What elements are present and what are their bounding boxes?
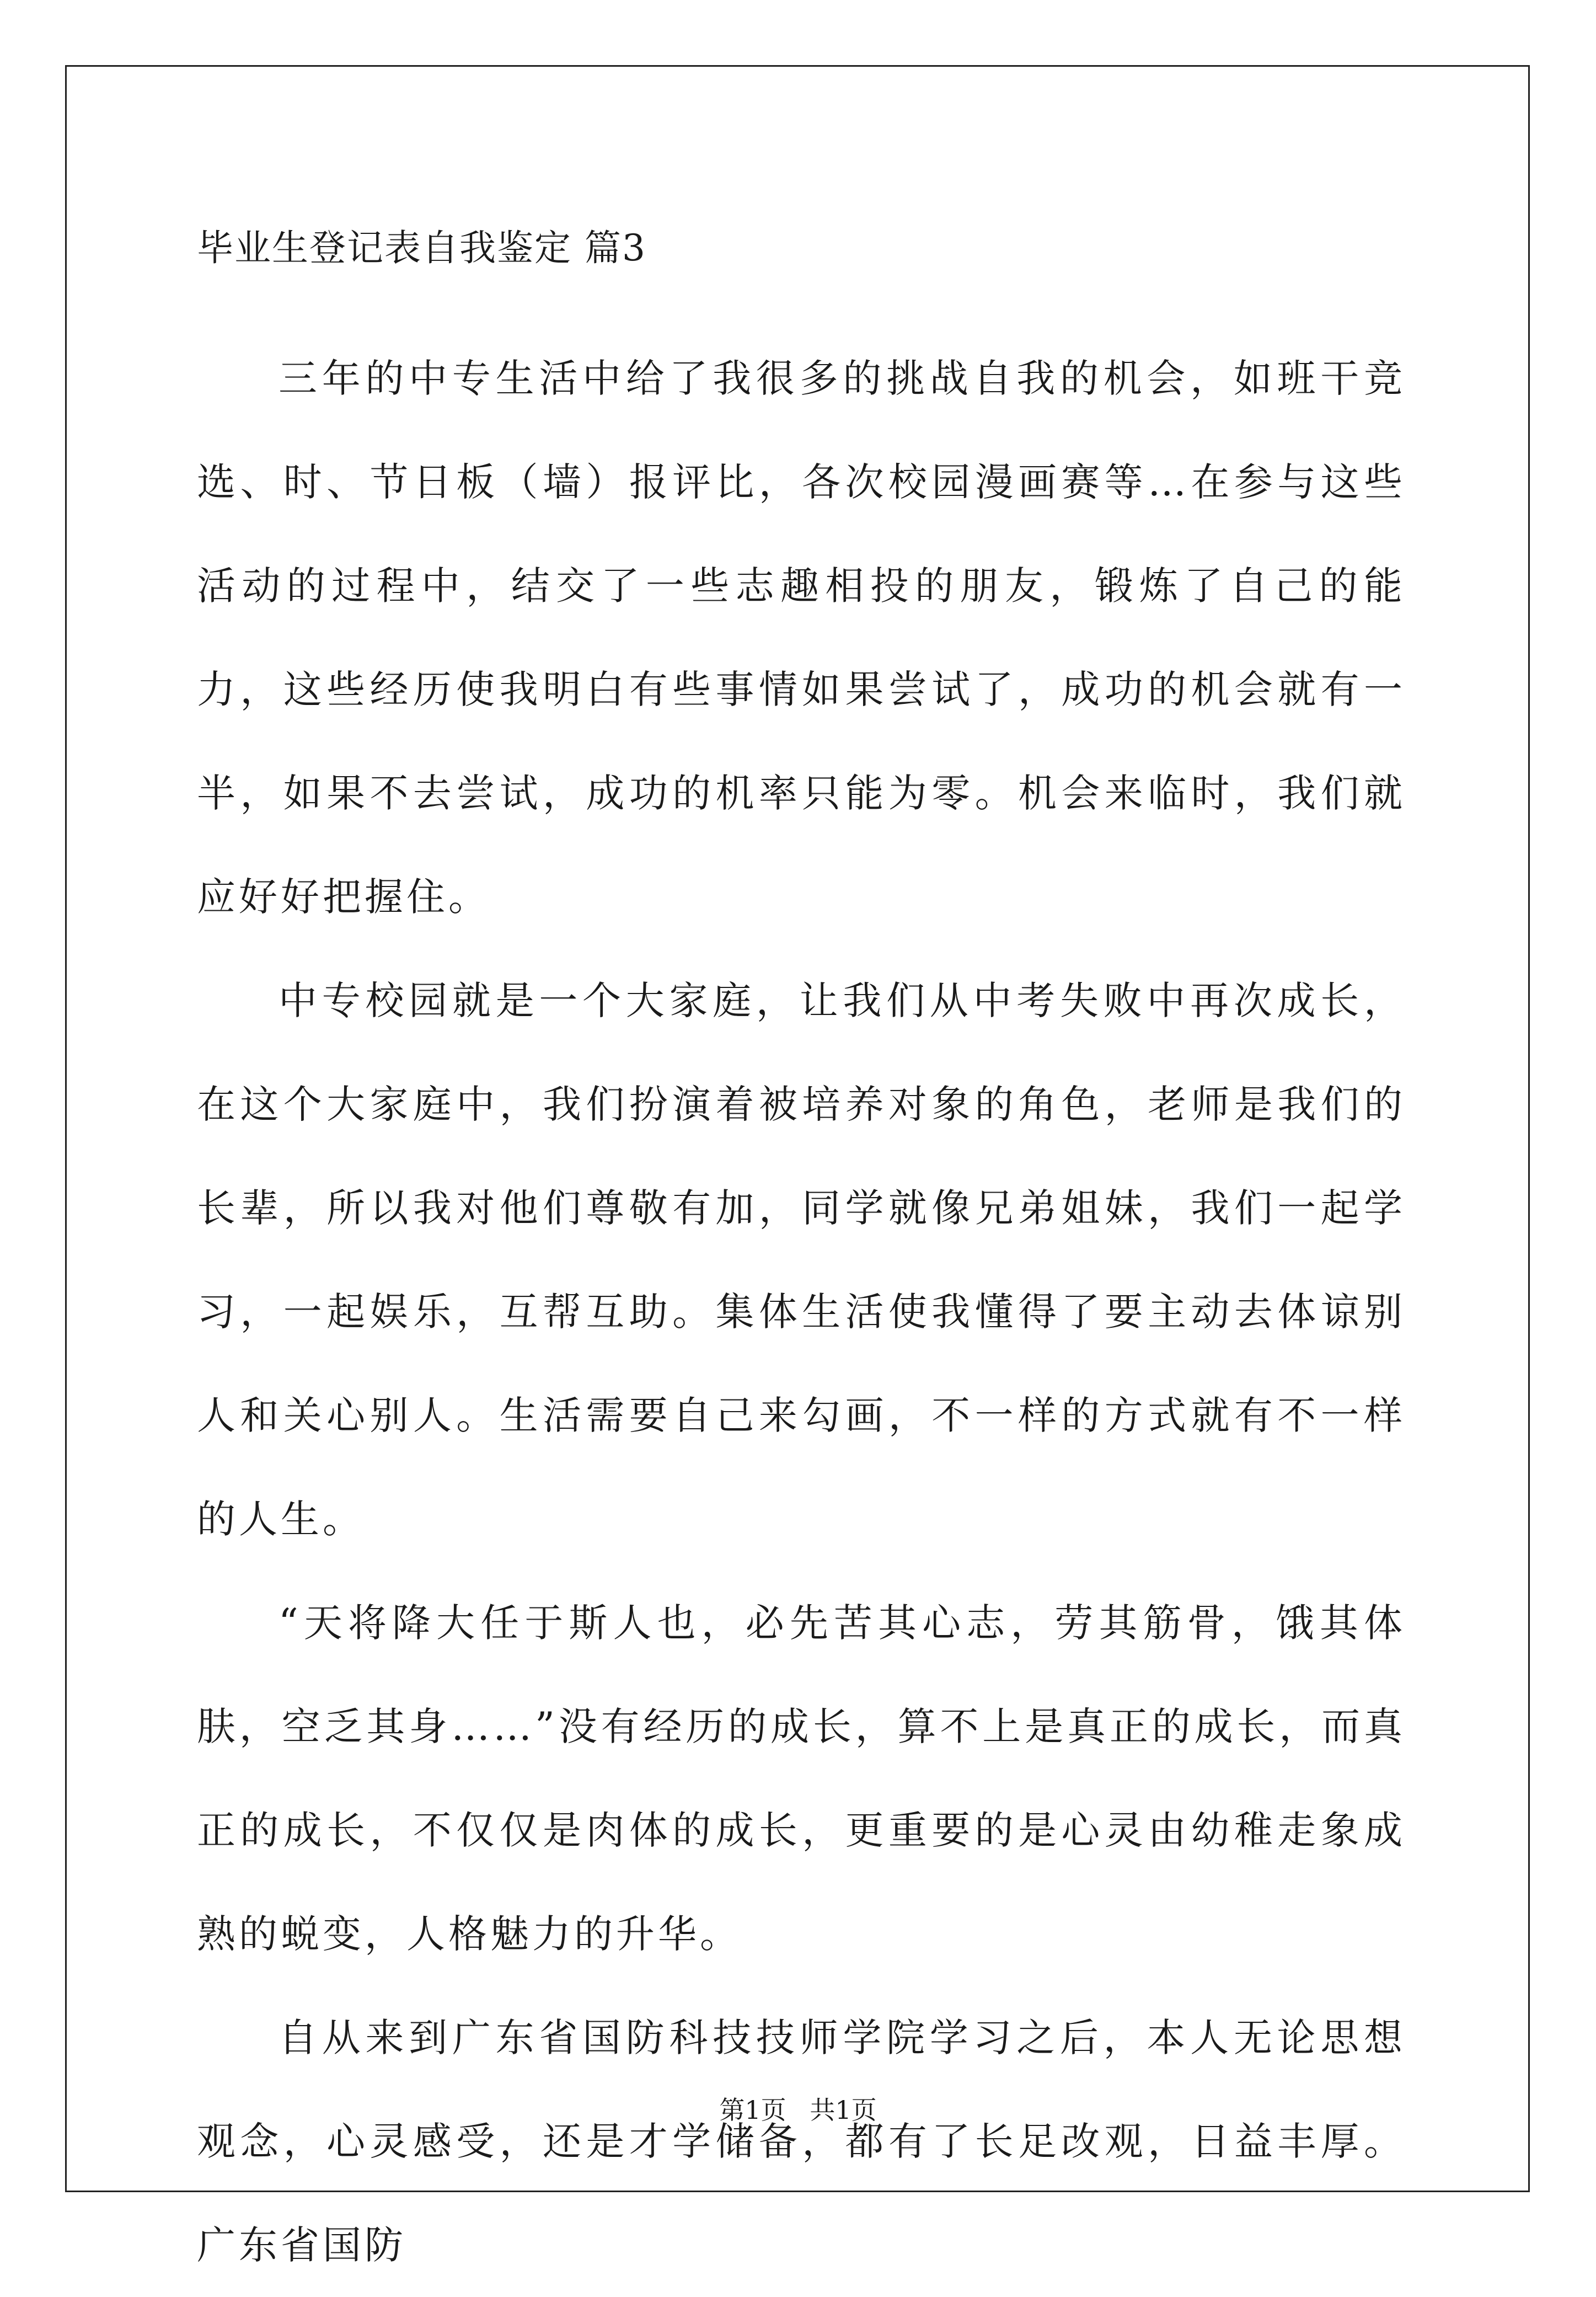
paragraph-4: 自从来到广东省国防科技技师学院学习之后，本人无论思想观念，心灵感受，还是才学储备，都有了长足改观，日益丰厚。广东省国防 (197, 2015, 1406, 2268)
document-body (197, 221, 1406, 2297)
page-total: 共1页 (810, 2095, 877, 2125)
page-number: 第1页 (719, 2095, 786, 2125)
page-footer (0, 2093, 1596, 2127)
paragraph-2: 中专校园就是一个大家庭，让我们从中考失败中再次成长，在这个大家庭中，我们扮演着被培养对象的角色，老师是我们的长辈，所以我对他们尊敬有加，同学就像兄弟姐妹，我们一起学习，一起娱乐，互帮互助。集体生活使我懂得了要主动去体谅别人和关心别人。生活需要自己来勾画，不一样的方式就有不一样的人生。 (197, 978, 1406, 1542)
document-title: 毕业生登记表自我鉴定 篇3 (197, 227, 646, 269)
paragraph-1: 三年的中专生活中给了我很多的挑战自我的机会，如班干竞选、时、节日板（墙）报评比，各次校园漫画赛等…在参与这些活动的过程中，结交了一些志趣相投的朋友，锻炼了自己的能力，这些经历使我明白有些事情如果尝试了，成功的机会就有一半，如果不去尝试，成功的机率只能为零。机会来临时，我们就应好好把握住。 (197, 356, 1406, 920)
paragraph-3: “天将降大任于斯人也，必先苦其心志，劳其筋骨，饿其体肤，空乏其身……”没有经历的成长，算不上是真正的成长，而真正的成长，不仅仅是肉体的成长，更重要的是心灵由幼稚走象成熟的蜕变，人格魅力的升华。 (197, 1600, 1406, 1957)
